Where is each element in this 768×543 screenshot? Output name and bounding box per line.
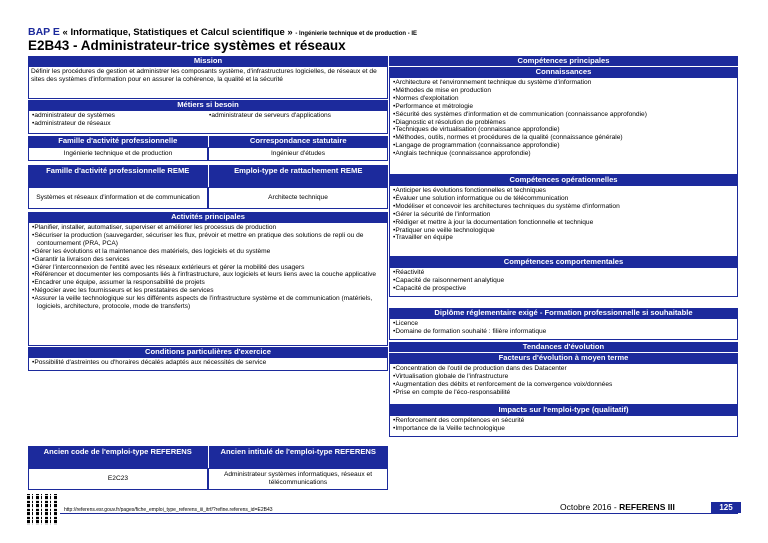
list-item: • Gérer les évolutions et la maintenance des matériels, des logiciels et du système [31,248,385,256]
list-item: • Gérer l'interconnexion de l'entité avec les réseaux extérieurs et gérer la mobilité des usagers [31,264,385,272]
list-item: • Prise en compte de l'éco-responsabilité [392,389,735,397]
mission-section [28,56,388,99]
facteurs-list [392,365,735,397]
list-item: • administrateur de réseaux [31,120,208,128]
list-item: • Virtualisation globale de l'infrastructure [392,373,735,381]
metiers-col1 [31,112,208,128]
list-item: • Assurer la veille technologique sur les différents aspects de l'infrastructure système et de communication (matériels, logiciels, architecture, protocole, mode de transferts) [31,295,385,311]
metiers-col2 [208,112,385,120]
reme-heading: Famille d'activité professionnelle REME [28,165,208,187]
qr-code-icon [27,494,58,525]
mission-heading: Mission [28,56,388,66]
list-item: • Normes d'exploitation [392,95,735,103]
list-item: • Évaluer une solution informatique ou de télécommunication [392,195,735,203]
activites-list [31,224,385,311]
list-item: • Encadrer une équipe, assumer la responsabilité de projets [31,279,385,287]
list-item: • Pratiquer une veille technologique [392,227,735,235]
connaissances-list [392,79,735,158]
list-item: • Modéliser et concevoir les architectures techniques du système d'information [392,203,735,211]
list-item: • Sécuriser la production (sauvegarder, sécuriser les flux, prévoir et mettre en pratique des solutions de repli ou de contournement (PRA, PCA) [31,232,385,248]
list-item: • Anticiper les évolutions fonctionnelles et techniques [392,187,735,195]
list-item: • Réactivité [392,269,735,277]
list-item: • Travailler en équipe [392,234,735,242]
ancien-code-value: E2C23 [28,468,208,490]
activites-heading: Activités principales [28,212,388,222]
list-item: • Domaine de formation souhaité : filière informatique [392,328,735,336]
emploi-reme-value: Architecte technique [208,187,388,209]
list-item: • Possibilité d'astreintes ou d'horaires décalés adaptés aux nécessités de service [31,359,385,367]
correspondance-value: Ingénieur d'études [208,147,388,161]
bap-header [28,26,417,38]
connaissances-heading: Connaissances [389,67,738,77]
comportementales-box [389,267,738,297]
footer-divider [60,513,738,514]
reme-section [28,165,388,209]
list-item: • Rédiger et mettre à jour la documentation fonctionnelle et technique [392,219,735,227]
list-item: • Planifier, installer, automatiser, superviser et améliorer les processus de production [31,224,385,232]
bap-title: « Informatique, Statistiques et Calcul scientifique » [62,27,293,38]
footer-brand: REFERENS III [619,502,675,512]
operationnelles-heading: Compétences opérationnelles [389,175,738,185]
list-item: • Garantir la livraison des services [31,256,385,264]
list-item: • Importance de la Veille technologique [392,425,735,433]
famille-value: Ingénierie technique et de production [28,147,208,161]
diplome-box [389,318,738,340]
impacts-heading: Impacts sur l'emploi-type (qualitatif) [389,405,738,415]
ancien-intitule-heading: Ancien intitulé de l'emploi-type REFERENS [208,446,389,468]
diplome-list [392,320,735,336]
list-item: • Référencer et documenter les composants liés à l'infrastructure, aux logiciels et leurs liens avec la couche applicative [31,271,385,279]
footer-url[interactable]: http://referens.esr.gouv.fr/pages/fiche_emploi_type_referens_iii_itrf/?refine.referens_id=E2B43 [64,507,273,513]
tendances-heading: Tendances d'évolution [389,342,738,352]
list-item: • Licence [392,320,735,328]
mission-text: Définir les procédures de gestion et administrer les composants système, d'infrastructures logicielles, de réseaux et de sites des systèmes d'information pour en assurer la cohérence, la qualité et la sécurité [28,66,388,99]
activites-box [28,222,388,346]
operationnelles-box [389,185,738,257]
footer-date: Octobre 2016 - [560,502,617,512]
page-number: 125 [711,502,741,513]
bap-code: BAP E [28,26,60,38]
list-item: • Architecture et l'environnement technique du système d'information [392,79,735,87]
list-item: • Renforcement des compétences en sécurité [392,417,735,425]
list-item: • Langage de programmation (connaissance approfondie) [392,142,735,150]
operationnelles-list [392,187,735,242]
conditions-heading: Conditions particulières d'exercice [28,347,388,357]
list-item: • administrateur de systèmes [31,112,208,120]
impacts-box [389,415,738,437]
conditions-section [28,347,388,371]
diplome-section [389,308,738,340]
emploi-reme-heading: Emploi-type de rattachement REME [208,165,389,187]
activites-section [28,212,388,346]
list-item: • Méthodes, outils, normes et procédures de la qualité (connaissance générale) [392,134,735,142]
impacts-list [392,417,735,433]
facteurs-heading: Facteurs d'évolution à moyen terme [389,353,738,363]
ancien-code-heading: Ancien code de l'emploi-type REFERENS [28,446,208,468]
metiers-heading: Métiers si besoin [28,100,388,110]
list-item: • administrateur de serveurs d'applications [208,112,385,120]
list-item: • Concentration de l'outil de production dans des Datacenter [392,365,735,373]
list-item: • Négocier avec les fournisseurs et les prestataires de services [31,287,385,295]
list-item: • Sécurité des systèmes d'information et de communication (connaissance approfondie) [392,111,735,119]
competences-heading: Compétences principales [389,56,738,66]
list-item: • Méthodes de mise en production [392,87,735,95]
correspondance-heading: Correspondance statutaire [208,136,389,147]
comportementales-heading: Compétences comportementales [389,257,738,267]
facteurs-box [389,363,738,405]
famille-heading: Famille d'activité professionnelle [28,136,208,147]
reme-value: Systèmes et réseaux d'information et de communication [28,187,208,209]
metiers-section [28,100,388,134]
page-title: E2B43 - Administrateur-trice systèmes et réseaux [28,38,346,53]
list-item: • Anglais technique (connaissance approfondie) [392,150,735,158]
list-item: • Diagnostic et résolution de problèmes [392,119,735,127]
ancien-intitule-value: Administrateur systèmes informatiques, réseaux et télécommunications [208,468,388,490]
list-item: • Techniques de virtualisation (connaissance approfondie) [392,126,735,134]
bap-subtitle: - Ingénierie technique et de production - IE [295,31,418,37]
competences-section [389,56,738,297]
conditions-box [28,357,388,371]
tendances-section [389,342,738,437]
list-item: • Gérer la sécurité de l'information [392,211,735,219]
diplome-heading: Diplôme réglementaire exigé - Formation professionnelle si souhaitable [389,308,738,318]
connaissances-box [389,77,738,175]
ancien-section [28,446,388,490]
comportementales-list [392,269,735,293]
list-item: • Capacité de prospective [392,285,735,293]
list-item: • Performance et métrologie [392,103,735,111]
footer-date-block [560,502,675,512]
metiers-list [28,110,388,134]
famille-section [28,136,388,161]
conditions-list [31,359,385,367]
list-item: • Augmentation des débits et renforcement de la convergence voix/données [392,381,735,389]
list-item: • Capacité de raisonnement analytique [392,277,735,285]
